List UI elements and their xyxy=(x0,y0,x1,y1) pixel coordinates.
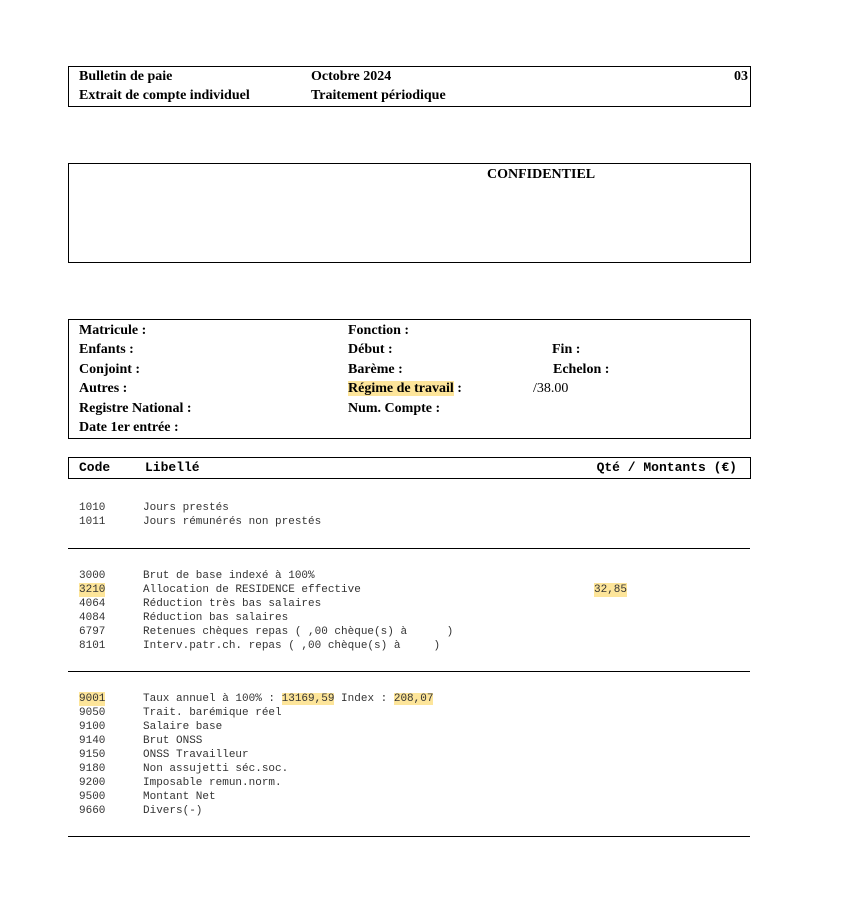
index-label: Index : xyxy=(334,693,394,705)
row-label: ONSS Travailleur xyxy=(143,749,249,761)
regime-value: /38.00 xyxy=(533,381,569,396)
row-label: Réduction bas salaires xyxy=(143,612,289,624)
matricule-label: Matricule : xyxy=(79,323,147,338)
rate-label: Taux annuel à 100% : xyxy=(143,693,282,705)
regime-label-text: Régime de travail xyxy=(348,381,454,396)
row-label xyxy=(143,692,433,706)
payslip-subtitle: Extrait de compte individuel xyxy=(79,88,250,103)
row-code: 9001 xyxy=(79,693,106,705)
row-code: 9150 xyxy=(79,749,106,761)
section-divider xyxy=(68,671,750,672)
row-label: Trait. barémique réel xyxy=(143,707,282,719)
autres-label: Autres : xyxy=(79,381,128,396)
row-code: 9200 xyxy=(79,777,106,789)
row-label: Divers(-) xyxy=(143,805,203,817)
fin-label: Fin : xyxy=(552,342,581,357)
row-label: Non assujetti séc.soc. xyxy=(143,763,289,775)
row-code: 6797 xyxy=(79,626,106,638)
bareme-label: Barème : xyxy=(348,362,403,377)
row-code: 4084 xyxy=(79,612,106,624)
row-code: 9180 xyxy=(79,763,106,775)
row-code: 1010 xyxy=(79,502,106,514)
row-label: Montant Net xyxy=(143,791,216,803)
debut-label: Début : xyxy=(348,342,393,357)
table-header xyxy=(68,457,751,479)
payslip-period: Octobre 2024 xyxy=(311,69,392,84)
payslip-title: Bulletin de paie xyxy=(79,69,173,84)
payslip-number: 03 xyxy=(734,69,748,84)
row-amount: 32,85 xyxy=(594,584,628,596)
annual-rate-value: 13169,59 xyxy=(281,693,335,705)
registre-national-label: Registre National : xyxy=(79,401,192,416)
row-label: Allocation de RESIDENCE effective xyxy=(143,584,361,596)
row-code: 9050 xyxy=(79,707,106,719)
row-code: 9660 xyxy=(79,805,106,817)
index-value: 208,07 xyxy=(393,693,434,705)
confidential-label: CONFIDENTIEL xyxy=(487,167,596,182)
row-label: Salaire base xyxy=(143,721,223,733)
row-code: 9500 xyxy=(79,791,106,803)
section-divider xyxy=(68,548,750,549)
row-code: 4064 xyxy=(79,598,106,610)
echelon-label: Echelon : xyxy=(553,362,610,377)
row-code: 9140 xyxy=(79,735,106,747)
row-label: Interv.patr.ch. repas ( ,00 chèque(s) à ) xyxy=(143,640,441,652)
row-label: Réduction très bas salaires xyxy=(143,598,322,610)
amounts-column-header: Qté / Montants (€) xyxy=(596,460,737,475)
regime-colon: : xyxy=(453,381,462,396)
num-compte-label: Num. Compte : xyxy=(348,401,441,416)
row-code: 1011 xyxy=(79,516,106,528)
employee-info-box xyxy=(68,319,751,439)
conjoint-label: Conjoint : xyxy=(79,362,141,377)
row-code: 9100 xyxy=(79,721,106,733)
row-code: 8101 xyxy=(79,640,106,652)
code-column-header: Code xyxy=(79,460,111,475)
row-label: Jours prestés xyxy=(143,502,229,514)
regime-label xyxy=(348,381,462,397)
confidential-box xyxy=(68,163,751,263)
row-label: Jours rémunérés non prestés xyxy=(143,516,322,528)
row-label: Retenues chèques repas ( ,00 chèque(s) à ) xyxy=(143,626,454,638)
row-label: Brut de base indexé à 100% xyxy=(143,570,315,582)
enfants-label: Enfants : xyxy=(79,342,134,357)
payslip-treatment: Traitement périodique xyxy=(311,88,446,103)
fonction-label: Fonction : xyxy=(348,323,410,338)
libelle-column-header: Libellé xyxy=(145,460,200,475)
row-label: Brut ONSS xyxy=(143,735,203,747)
row-label: Imposable remun.norm. xyxy=(143,777,282,789)
row-code: 3000 xyxy=(79,570,106,582)
row-code: 3210 xyxy=(79,584,106,596)
header-box xyxy=(68,66,751,107)
date-entree-label: Date 1er entrée : xyxy=(79,420,179,435)
section-divider xyxy=(68,836,750,837)
